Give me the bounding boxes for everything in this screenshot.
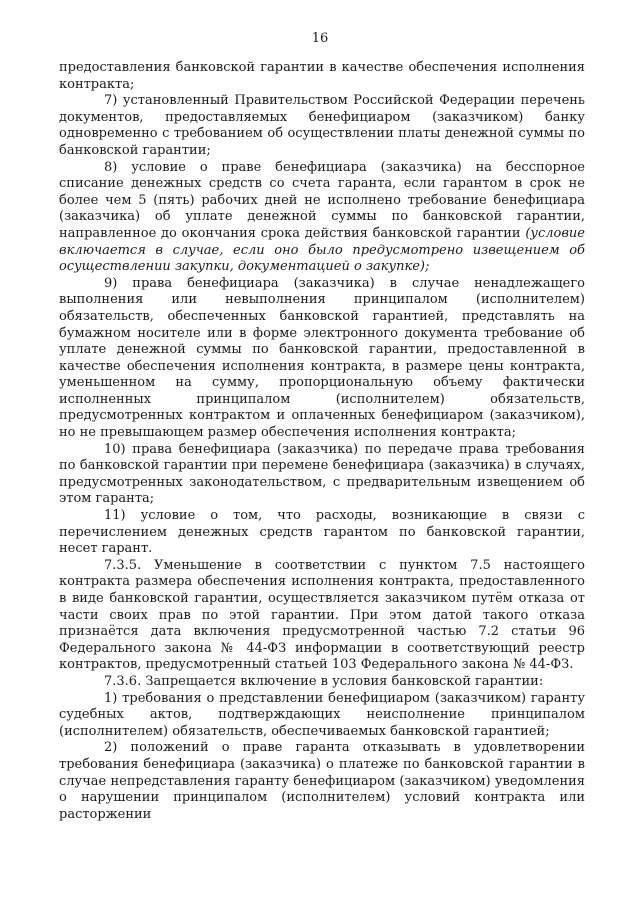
clause-7-3-6 bbox=[59, 674, 585, 691]
prohibited-item-1 bbox=[59, 691, 585, 741]
paragraph-text: 7.3.6. Запрещается включение в условия банковской гарантии: bbox=[104, 673, 544, 689]
italic-note: (условие включается в случае, если оно было предусмотрено извещением об осуществлении закупки, документацией о закупке); bbox=[59, 225, 585, 275]
paragraph-text: 2) положений о праве гаранта отказывать в удовлетворении требования бенефициара (заказчика) о платеже по банковской гарантии в случае непредставления гаранту бенефициаром (заказчиком) уведомления о нарушении принципалом (исполнителем) условий контракта или расторжении bbox=[59, 740, 585, 822]
list-item-10 bbox=[59, 442, 585, 508]
paragraph-text: 8) условие о праве бенефициара (заказчика) на бесспорное списание денежных средств со счета гаранта, если гарантом в срок не более чем 5 (пять) рабочих дней не исполнено требование бенефициара (заказчика) об уплате денежной суммы по банковской гарантии, направленное до окончания срока действия банковской гарантии bbox=[59, 159, 585, 241]
paragraph-text: 1) требования о представлении бенефициаром (заказчиком) гаранту судебных актов, подтверждающих неисполнение принципалом (исполнителем) обязательств, обеспечиваемых банковской гарантией; bbox=[59, 690, 585, 739]
paragraph-text: 11) условие о том, что расходы, возникающие в связи с перечислением денежных средств гарантом по банковской гарантии, несет гарант. bbox=[59, 508, 585, 557]
document-body bbox=[59, 60, 585, 823]
paragraph-continuation bbox=[59, 60, 585, 93]
list-item-7 bbox=[59, 93, 585, 159]
list-item-8 bbox=[59, 160, 585, 276]
list-item-11 bbox=[59, 508, 585, 558]
paragraph-text: 10) права бенефициара (заказчика) по передаче права требования по банковской гарантии при перемене бенефициара (заказчика) в случаях, предусмотренных законодательством, с предварительным извещением об этом гаранта; bbox=[59, 441, 585, 507]
prohibited-item-2 bbox=[59, 740, 585, 823]
paragraph-text: 7) установленный Правительством Российской Федерации перечень документов, предоставляемых бенефициаром (заказчиком) банку одновременно с требованием об осуществлении платы денежной суммы по банковской гарантии; bbox=[59, 93, 585, 158]
paragraph-text: 7.3.5. Уменьшение в соответствии с пунктом 7.5 настоящего контракта размера обеспечения исполнения контракта, предоставленного в виде банковской гарантии, осуществляется заказчиком путём отказа от части своих прав по этой гарантии. При этом датой такого отказа признаётся дата включения предусмотренной частью 7.2 статьи 96 Федерального закона № 44-ФЗ информации в соответствующий реестр контрактов, предусмотренный статьей 103 Федерального закона № 44-ФЗ. bbox=[59, 557, 585, 673]
paragraph-text: 9) права бенефициара (заказчика) в случае ненадлежащего выполнения или невыполнения принципалом (исполнителем) обязательств, обеспеченных банковской гарантией, представлять на бумажном носителе или в форме электронного документа требование об уплате денежной суммы по банковской гарантии, предоставленной в качестве обеспечения исполнения контракта, в размере цены контракта, уменьшенном на сумму, пропорциональную объему фактически исполненных принципалом (исполнителем) обязательств, предусмотренных контрактом и оплаченных бенефициаром (заказчиком), но не превышающем размер обеспечения исполнения контракта; bbox=[59, 275, 585, 441]
paragraph-text: предоставления банковской гарантии в качестве обеспечения исполнения контракта; bbox=[59, 60, 585, 92]
list-item-9 bbox=[59, 276, 585, 442]
clause-7-3-5 bbox=[59, 558, 585, 674]
page-number: 16 bbox=[311, 31, 329, 46]
